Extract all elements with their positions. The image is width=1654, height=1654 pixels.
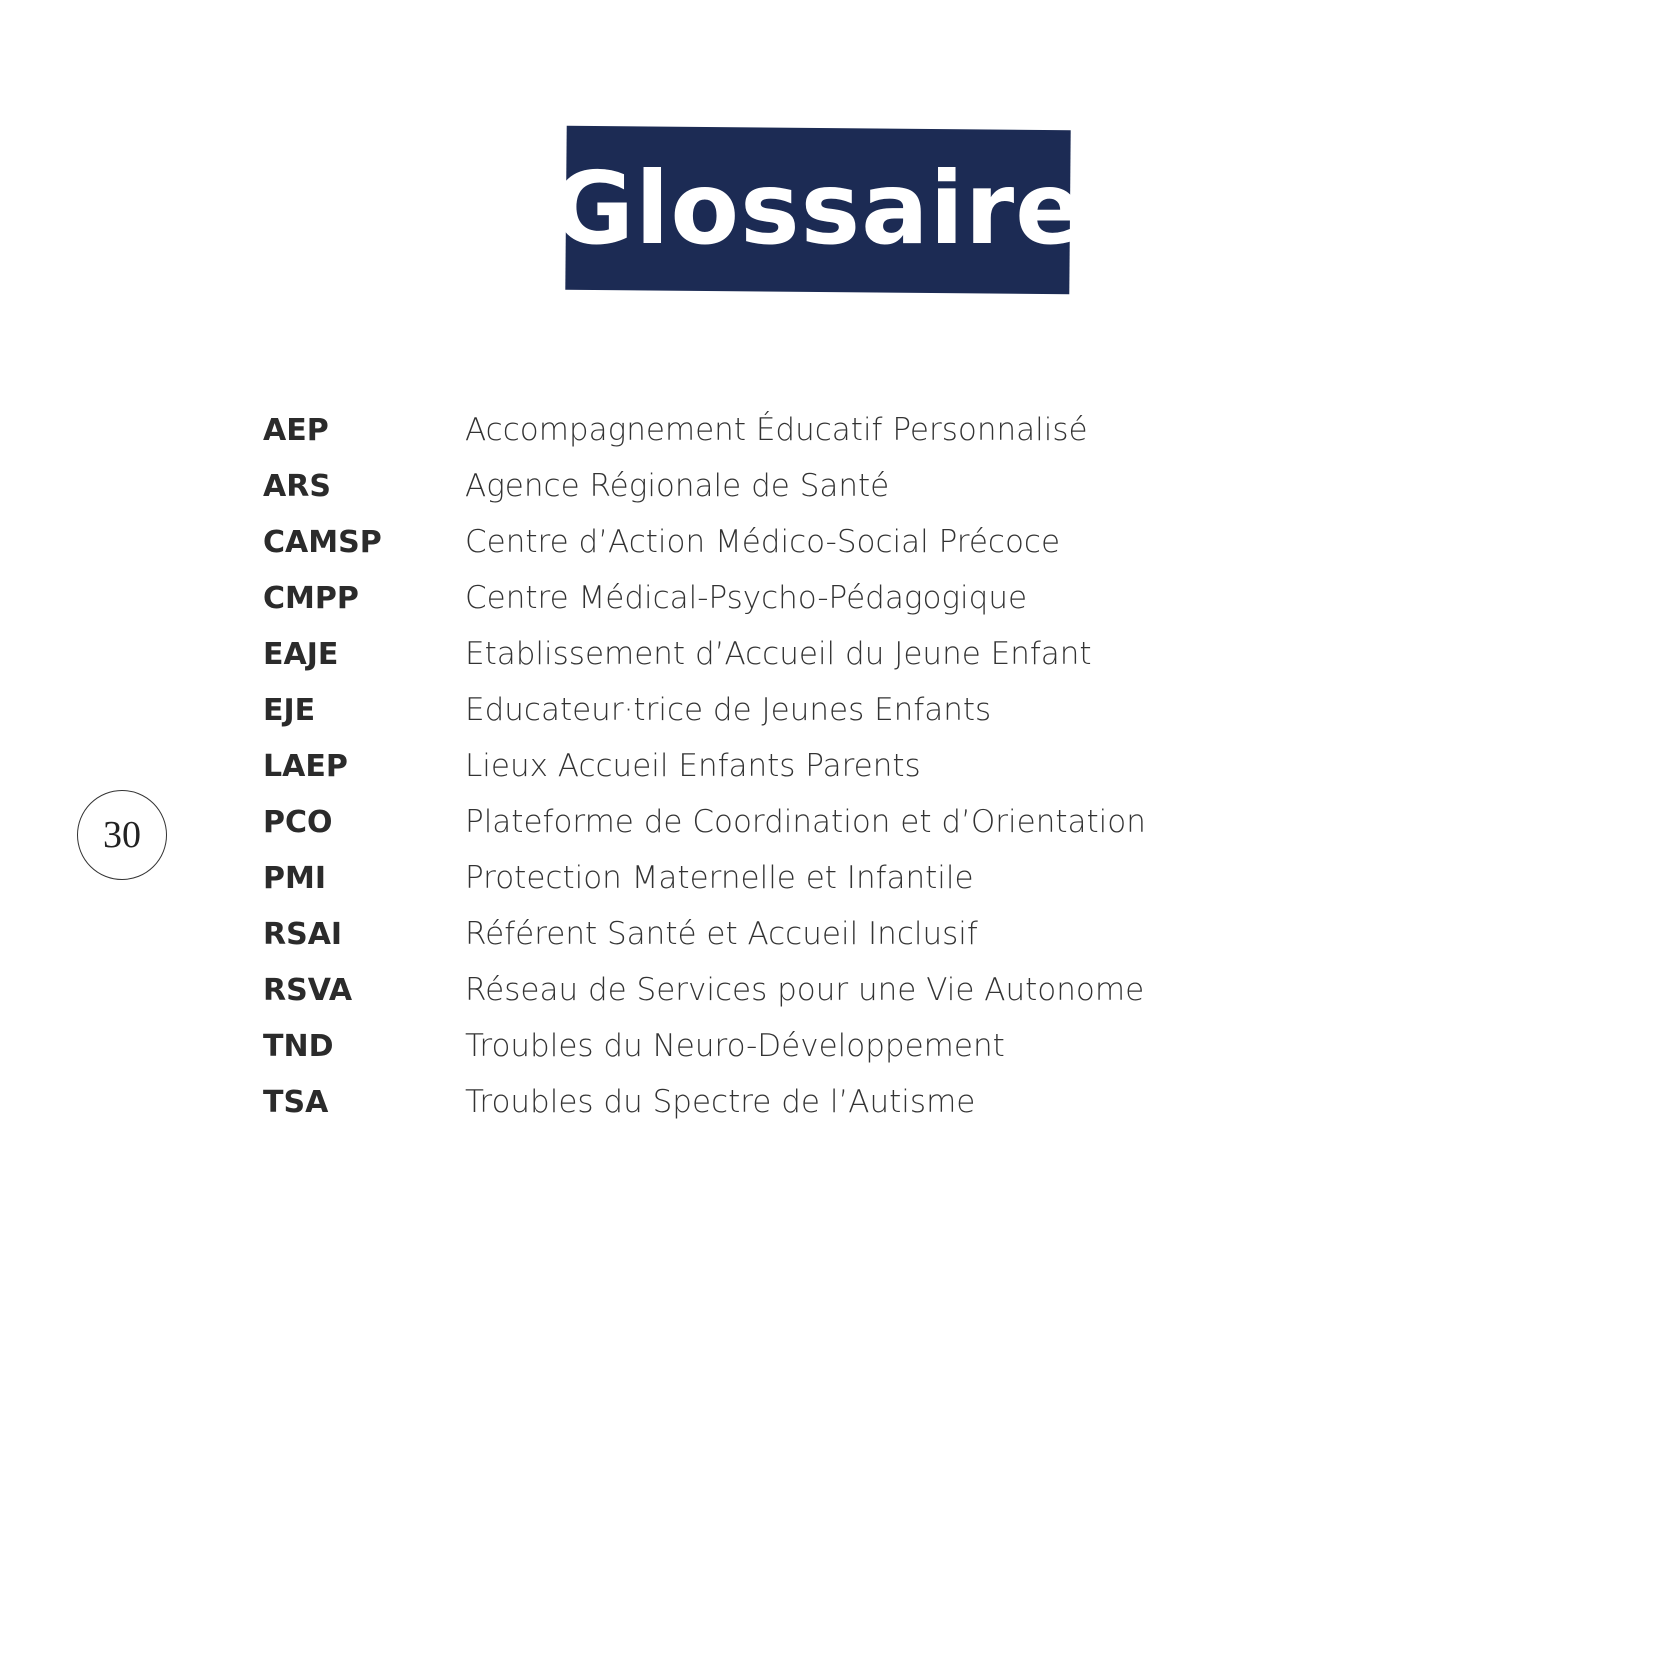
glossary-abbreviation: RSAI <box>263 916 343 952</box>
glossary-abbreviation: TSA <box>263 1084 329 1120</box>
glossary-definition: Protection Maternelle et Infantile <box>465 860 974 896</box>
glossary-list <box>263 402 1263 1130</box>
glossary-abbreviation: CAMSP <box>263 524 382 560</box>
glossary-row <box>263 1018 1263 1074</box>
glossary-row <box>263 514 1263 570</box>
glossary-definition: Centre Médical-Psycho-Pédagogique <box>465 580 1028 616</box>
glossary-definition: Lieux Accueil Enfants Parents <box>465 748 921 784</box>
glossary-abbreviation: LAEP <box>263 748 348 784</box>
glossary-abbreviation: AEP <box>263 412 329 448</box>
glossary-row <box>263 962 1263 1018</box>
glossary-row <box>263 458 1263 514</box>
glossary-abbreviation: TND <box>263 1028 334 1064</box>
glossary-abbreviation: CMPP <box>263 580 359 616</box>
glossary-row <box>263 682 1263 738</box>
title-banner <box>552 126 1085 294</box>
glossary-definition: Agence Régionale de Santé <box>465 468 890 504</box>
glossary-definition: Educateur·trice de Jeunes Enfants <box>465 692 992 728</box>
glossary-row <box>263 626 1263 682</box>
glossary-definition: Troubles du Neuro-Développement <box>465 1028 1005 1064</box>
glossary-row <box>263 1074 1263 1130</box>
glossary-row <box>263 794 1263 850</box>
page-number-badge <box>77 790 167 880</box>
page-title: Glossaire <box>552 150 1085 268</box>
glossary-abbreviation: ARS <box>263 468 331 504</box>
glossary-abbreviation: RSVA <box>263 972 353 1008</box>
glossary-definition: Référent Santé et Accueil Inclusif <box>465 916 978 952</box>
glossary-definition: Plateforme de Coordination et d’Orientation <box>465 804 1146 840</box>
glossary-row <box>263 570 1263 626</box>
glossary-row <box>263 906 1263 962</box>
glossary-abbreviation: EJE <box>263 692 316 728</box>
glossary-definition: Troubles du Spectre de l’Autisme <box>465 1084 976 1120</box>
glossary-definition: Etablissement d’Accueil du Jeune Enfant <box>465 636 1092 672</box>
glossary-row <box>263 402 1263 458</box>
glossary-row <box>263 738 1263 794</box>
glossary-abbreviation: EAJE <box>263 636 339 672</box>
page-number: 30 <box>103 814 141 856</box>
glossary-abbreviation: PMI <box>263 860 327 896</box>
glossary-definition: Accompagnement Éducatif Personnalisé <box>465 412 1088 448</box>
glossary-definition: Réseau de Services pour une Vie Autonome <box>465 972 1145 1008</box>
glossary-abbreviation: PCO <box>263 804 333 840</box>
glossary-definition: Centre d’Action Médico-Social Précoce <box>465 524 1061 560</box>
glossary-row <box>263 850 1263 906</box>
